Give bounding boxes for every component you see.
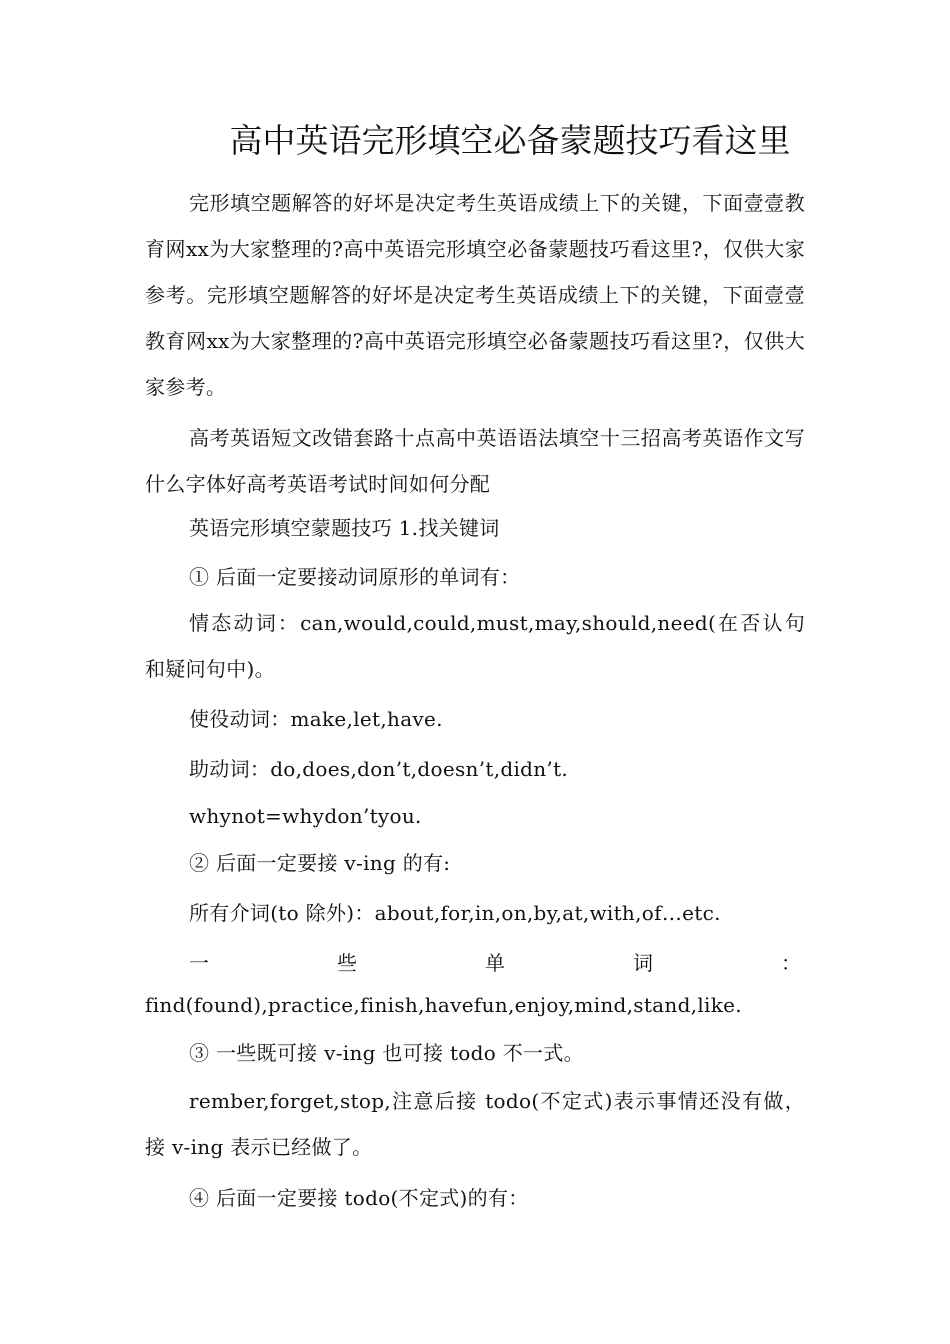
remember-paragraph: rember,forget,stop,注意后接 todo(不定式)表示事情还没有做，接 v-ing 表示已经做了。 xyxy=(145,1089,805,1159)
some-words-char: ： xyxy=(781,951,801,975)
rule-1-heading: ① 后面一定要接动词原形的单词有： xyxy=(189,565,521,589)
rule-3-heading: ③ 一些既可接 v-ing 也可接 todo 不一式。 xyxy=(189,1041,584,1065)
intro-paragraph: 完形填空题解答的好坏是决定考生英语成绩上下的关键，下面壹壹教育网xx为大家整理的?高中英语完形填空必备蒙题技巧看这里?，仅供大家参考。完形填空题解答的好坏是决定考生英语成绩上下的关键，下面壹壹教育网xx为大家整理的?高中英语完形填空必备蒙题技巧看这里?，仅供大家参考。 xyxy=(145,191,805,399)
some-words-char: 单 xyxy=(485,951,505,975)
rule-2-heading: ② 后面一定要接 v-ing 的有: xyxy=(189,851,451,875)
auxiliary-verbs-paragraph: 助动词：do,does,don’t,doesn’t,didn’t. xyxy=(189,757,569,781)
some-words-char: 词 xyxy=(633,951,653,975)
rule-4-heading: ④ 后面一定要接 todo(不定式)的有： xyxy=(189,1186,529,1210)
prepositions-paragraph: 所有介词(to 除外)：about,for,in,on,by,at,with,of…etc. xyxy=(189,901,721,925)
modal-verbs-paragraph: 情态动词：can,would,could,must,may,should,need(在否认句和疑问句中)。 xyxy=(145,611,805,681)
whynot-paragraph: whynot=whydon’tyou. xyxy=(189,804,422,828)
some-words-list: find(found),practice,finish,havefun,enjoy,mind,stand,like. xyxy=(145,993,742,1017)
some-words-label-line xyxy=(189,940,801,986)
document-title: 高中英语完形填空必备蒙题技巧看这里 xyxy=(229,121,791,160)
related-articles-paragraph: 高考英语短文改错套路十点高中英语语法填空十三招高考英语作文写什么字体好高考英语考试时间如何分配 xyxy=(145,426,805,496)
causative-verbs-paragraph: 使役动词：make,let,have. xyxy=(189,707,443,731)
some-words-char: 些 xyxy=(337,951,357,975)
tip-heading: 英语完形填空蒙题技巧 1.找关键词 xyxy=(189,516,500,540)
some-words-char: 一 xyxy=(189,951,209,975)
